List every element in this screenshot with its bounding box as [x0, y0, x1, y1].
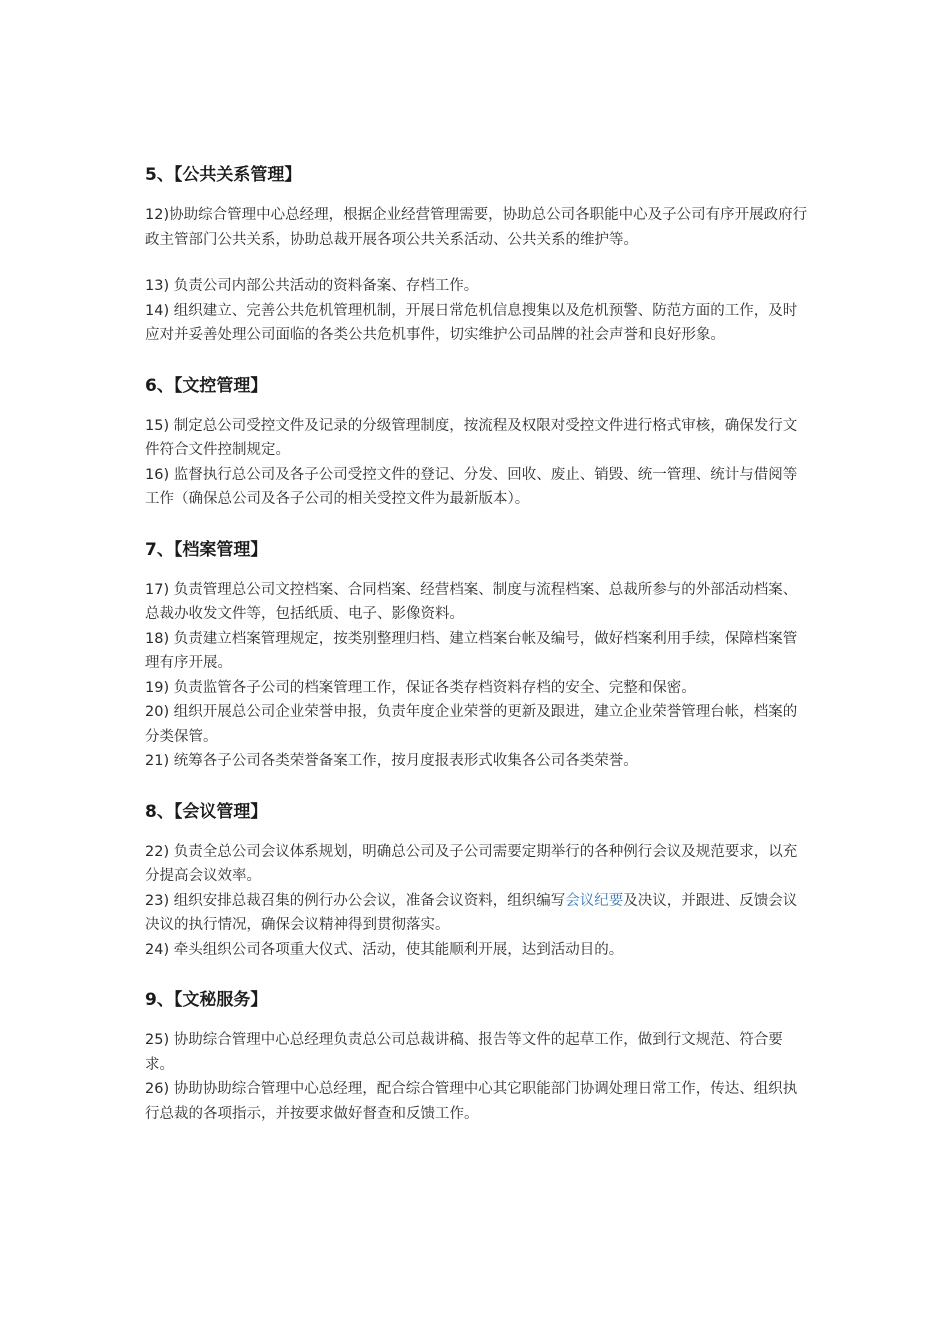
paragraph-23-text-after: 及决议，并跟进、反馈会议决议的执行情况，确保会议精神得到贯彻落实。 [145, 892, 798, 933]
paragraph-26: 26) 协助协助综合管理中心总经理，配合综合管理中心其它职能部门协调处理日常工作，传达、组织执行总裁的各项指示，并按要求做好督查和反馈工作。 [145, 1081, 798, 1122]
section-heading-meeting-management: 8、【会议管理】 [145, 801, 268, 822]
paragraph-12: 12)协助综合管理中心总经理，根据企业经营管理需要，协助总公司各职能中心及子公司有序开展政府行政主管部门公共关系，协助总裁开展各项公共关系活动、公共关系的维护等。 [145, 207, 808, 248]
paragraph-22: 22) 负责全总公司会议体系规划，明确总公司及子公司需要定期举行的各种例行会议及规范要求，以充分提高会议效率。 [145, 843, 798, 884]
paragraph-14: 14) 组织建立、完善公共危机管理机制，开展日常危机信息搜集以及危机预警、防范方面的工作，及时应对并妥善处理公司面临的各类公共危机事件，切实维护公司品牌的社会声誉和良好形象。 [145, 302, 798, 343]
paragraph-17: 17) 负责管理总公司文控档案、合同档案、经营档案、制度与流程档案、总裁所参与的外部活动档案、总裁办收发文件等，包括纸质、电子、影像资料。 [145, 581, 798, 622]
paragraph-23 [145, 889, 810, 938]
meeting-minutes-link[interactable]: 会议纪要 [565, 892, 624, 909]
section-heading-secretarial-services: 9、【文秘服务】 [145, 990, 268, 1010]
paragraph-21: 21) 统筹各子公司各类荣誉备案工作，按月度报表形式收集各公司各类荣誉。 [145, 753, 638, 769]
spacer [145, 252, 810, 274]
paragraph-20: 20) 组织开展总公司企业荣誉申报，负责年度企业荣誉的更新及跟进，建立企业荣誉管理台帐，档案的分类保管。 [145, 704, 798, 745]
spacer [145, 512, 810, 538]
document-page [145, 163, 810, 1126]
section-heading-public-relations: 5、【公共关系管理】 [145, 165, 302, 185]
spacer [145, 774, 810, 800]
section-heading-archive-management: 7、【档案管理】 [145, 539, 268, 560]
paragraph-13: 13) 负责公司内部公共活动的资料备案、存档工作。 [145, 278, 479, 294]
spacer [145, 962, 810, 988]
paragraph-19: 19) 负责监管各子公司的档案管理工作，保证各类存档资料存档的安全、完整和保密。 [145, 679, 696, 696]
paragraph-24: 24) 牵头组织公司各项重大仪式、活动，使其能顺利开展，达到活动目的。 [145, 941, 624, 958]
paragraph-18: 18) 负责建立档案管理规定，按类别整理归档、建立档案台帐及编号，做好档案利用手续，保障档案管理有序开展。 [145, 630, 798, 671]
paragraph-25: 25) 协助综合管理中心总经理负责总公司总裁讲稿、报告等文件的起草工作，做到行文规范、符合要求。 [145, 1032, 783, 1073]
paragraph-23-text-before: 23) 组织安排总裁召集的例行办公会议，准备会议资料，组织编写 [145, 892, 566, 909]
spacer [145, 348, 810, 374]
paragraph-15: 15) 制定总公司受控文件及记录的分级管理制度，按流程及权限对受控文件进行格式审核，确保发行文件符合文件控制规定。 [145, 417, 798, 458]
paragraph-16: 16) 监督执行总公司及各子公司受控文件的登记、分发、回收、废止、销毁、统一管理、统计与借阅等工作（确保总公司及各子公司的相关受控文件为最新版本）。 [145, 466, 798, 507]
section-heading-document-control: 6、【文控管理】 [145, 375, 268, 396]
